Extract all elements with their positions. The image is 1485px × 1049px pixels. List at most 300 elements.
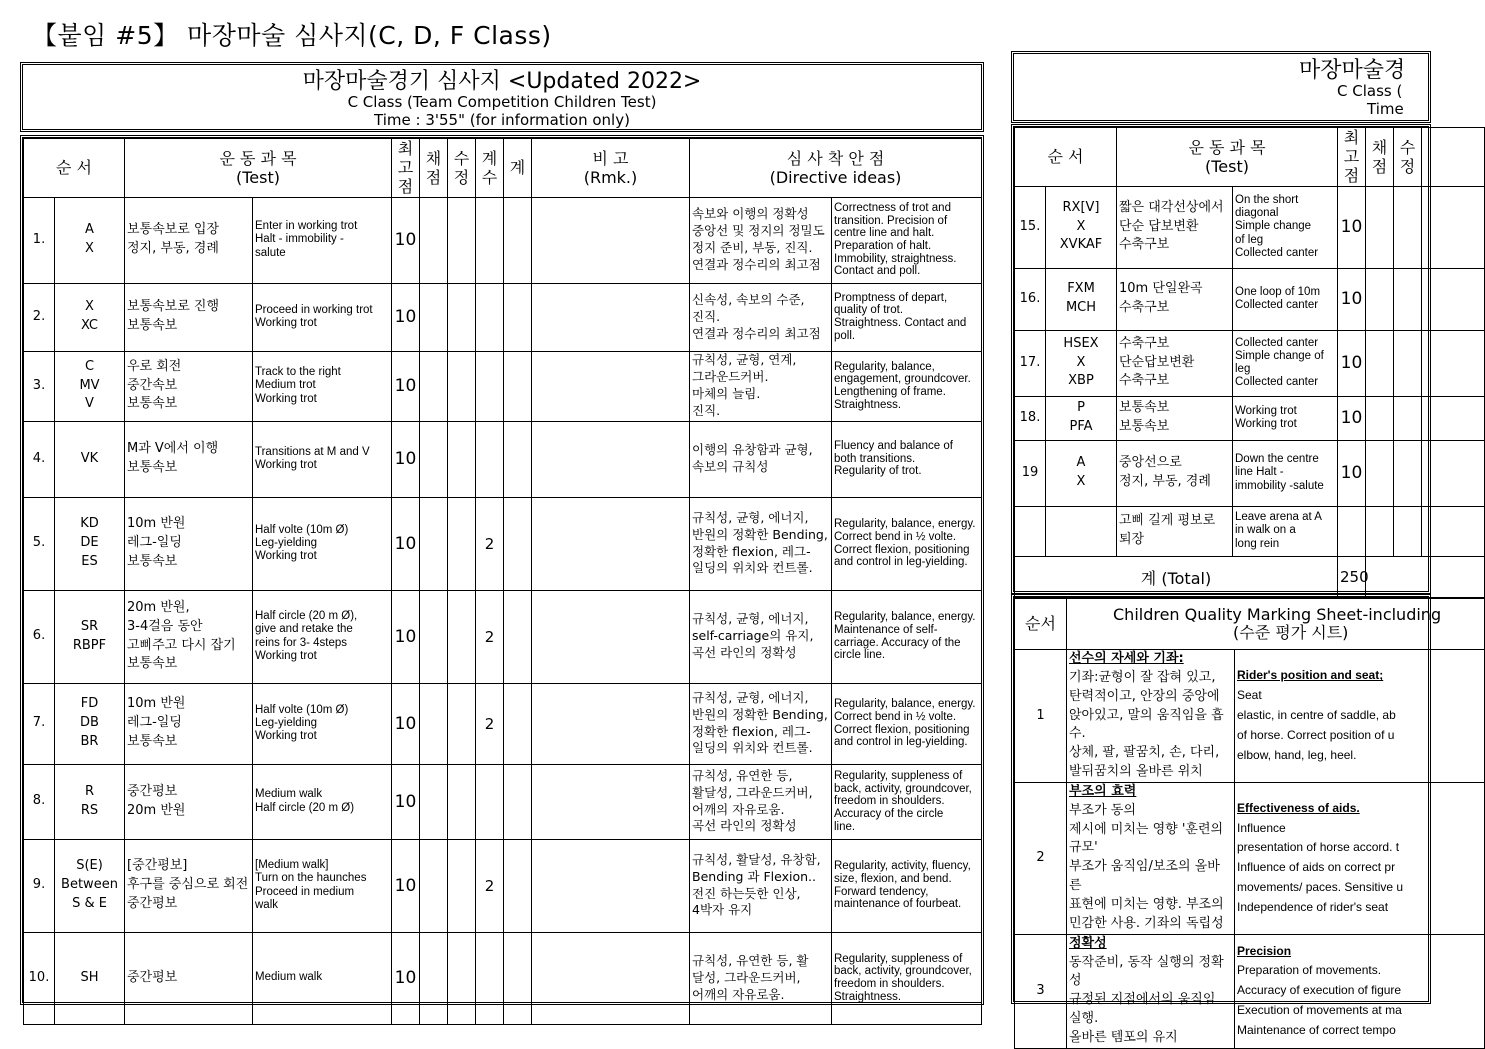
directive-ko [690,197,832,283]
test-line-ko: 3-4걸음 동안 [127,618,203,634]
test-line-en: Transitions at M and V [255,445,370,458]
correction-cell [448,197,476,283]
movement-test-ko [1117,268,1233,330]
test-line-en: Working trot [255,317,317,330]
test-line-en: immobility -salute [1235,479,1324,492]
max-score [1338,506,1366,556]
right-header-score [1366,128,1394,187]
directive-line-en: back, activity, groundcover, [834,965,972,978]
left-movement-row [24,764,982,839]
coefficient: 2 [476,839,504,932]
arena-letter: DE [80,535,99,551]
quality-line-ko: 상체, 팔, 팔꿈치, 손, 다리, [1069,745,1220,761]
test-line-en: long rein [1235,537,1280,550]
test-line-ko: 후구를 중심으로 회전 [127,877,249,893]
directive-line-ko: 어깨의 자유로움. [692,986,785,1002]
total-cell [504,197,532,283]
test-line-ko: 중앙선으로 [1119,455,1182,471]
remarks-cell [532,351,690,421]
movement-test-ko [125,197,253,283]
quality-title-en: Children Quality Marking Sheet-including [1113,604,1442,624]
quality-line-ko: 부조가 동의 [1069,802,1136,818]
test-line-ko: 수축구보 [1119,373,1170,389]
quality-line-en: Influence [1237,820,1286,835]
quality-head-ko: 정확성 [1069,935,1107,951]
max-score: 10 [392,590,420,683]
header-score-2: 점 [425,167,442,187]
test-line-ko: 보통속보 [1119,419,1170,435]
directive-line-ko: 곡선 라인의 정확성 [692,645,797,660]
test-line-en: Working trot [255,730,317,743]
directive-line-ko: 규칙성, 균형, 에너지, [692,509,809,525]
header-correct-1: 수 [453,148,470,168]
directive-line-en: Regularity of trot. [834,465,922,478]
test-line-ko: 보통속보로 진행 [127,299,220,315]
quality-line-ko: 규모' [1069,840,1098,856]
test-line-en: Half volte (10m Ø) [255,703,349,716]
correction-cell [1394,268,1422,330]
quality-head-en: Precision [1237,943,1292,958]
directive-line-en: Regularity, balance, energy. [834,518,976,531]
header-directive-en: (Directive ideas) [769,167,902,187]
directive-line-en: poll. [834,329,856,342]
test-line-en: Medium trot [255,379,316,392]
movement-test-ko [125,283,253,351]
arena-letter: X [1076,354,1086,370]
test-line-en: Leg-yielding [255,716,318,729]
directive-line-en: Straightness. [834,398,902,411]
max-score: 10 [392,932,420,1024]
directive-ko [690,839,832,932]
arena-letter: RX[V] [1062,199,1100,215]
correction-cell [448,764,476,839]
directive-line-en: Regularity, suppleness of [834,769,963,782]
quality-line-ko: 기좌:균형이 잘 잡혀 있고, [1069,669,1216,685]
arena-letter: RS [80,802,99,818]
movement-number: 7. [24,683,55,764]
test-line-ko: 20m 반원 [127,802,186,818]
total-cell [504,283,532,351]
arena-letter: Between [61,877,118,893]
quality-line-ko: 표현에 미치는 영향. 부조의 [1069,896,1224,912]
movement-test-en [253,351,392,421]
left-movement-row [24,590,982,683]
directive-line-ko: 활달성, 그라운드커버, [692,784,813,800]
left-score-table-frame [20,135,984,1005]
test-line-ko: 중간평보 [127,895,178,911]
directive-en [832,590,982,683]
arena-letter: X [1076,474,1086,490]
quality-line-en: of horse. Correct position of u [1237,727,1395,742]
quality-header-order: 순서 [1015,598,1067,650]
directive-line-en: Straightness. Contact and [834,317,967,330]
quality-number: 1 [1015,650,1067,783]
quality-sheet-table [1014,597,1485,1049]
movement-number [1015,506,1046,556]
arena-letter: VK [80,450,99,466]
correction-cell [1394,440,1422,506]
quality-desc-en [1235,782,1485,934]
max-score: 10 [1338,186,1366,268]
directive-line-en: size, flexion, and bend. [834,872,952,885]
directive-line-ko: 규칙성, 균형, 에너지, [692,689,809,705]
directive-line-ko: 정지 준비, 부동, 진직. [692,240,813,256]
right-header-score-2: 점 [1371,156,1388,176]
test-line-ko: 보통속보 [127,656,178,672]
test-line-ko: 정지, 부동, 경례 [127,241,219,257]
remarks-cell [532,197,690,283]
test-line-en: Half circle (20 m Ø) [255,801,355,814]
test-line-ko: 단순 답보변환 [1119,218,1199,234]
movement-test-en [253,683,392,764]
quality-line-ko: 민감한 사용. 기좌의 독립성 [1069,915,1224,931]
max-score: 10 [392,683,420,764]
max-score: 10 [392,839,420,932]
arena-letter: X [85,241,94,257]
test-line-en: Medium walk [255,971,323,984]
coefficient [476,421,504,497]
test-line-ko: 짧은 대각선상에서 [1119,199,1224,215]
correction-cell [1394,330,1422,396]
header-remarks-ko: 비 고 [592,148,629,168]
coefficient: 2 [476,683,504,764]
right-movement-row [1015,268,1485,330]
directive-line-en: Maintenance of self- [834,623,938,636]
directive-line-en: Lengthening of frame. [834,386,946,399]
movement-test-ko [125,590,253,683]
left-movement-row [24,932,982,1024]
directive-ko [690,421,832,497]
movement-letters [55,197,125,283]
test-line-en: line Halt - [1235,466,1284,479]
movement-test-ko [125,839,253,932]
max-score: 10 [1338,268,1366,330]
test-line-en: Collected canter [1235,336,1319,349]
max-score: 10 [392,421,420,497]
right-header-max-1: 최 [1343,128,1360,147]
quality-header-title [1067,598,1485,650]
directive-line-en: engagement, groundcover. [834,373,971,386]
correction-cell [448,590,476,683]
directive-line-ko: self-carriage의 유지, [692,628,814,644]
movement-number: 2. [24,283,55,351]
coefficient [476,197,504,283]
movement-test-ko [125,764,253,839]
directive-line-ko: 반원의 정확한 Bending, [692,706,828,722]
quality-title-ko: (수준 평가 시트) [1233,622,1349,642]
test-line-en: Working trot [255,459,317,472]
directive-line-ko: 그라운드커버. [692,369,769,385]
directive-en [832,421,982,497]
quality-sheet-frame [1011,594,1442,1045]
total-cell [504,590,532,683]
score-cell [420,421,448,497]
left-movement-row [24,197,982,283]
correction-cell [1394,186,1422,268]
movement-letters [55,764,125,839]
right-header-score-1: 채 [1371,137,1388,157]
directive-line-en: Preparation of halt. [834,240,932,253]
quality-line-ko: 실행. [1069,1011,1099,1027]
right-header-max [1338,128,1366,187]
movement-test-en [253,197,392,283]
remarks-cell [532,421,690,497]
right-header-correct-1: 수 [1399,137,1416,157]
directive-en [832,497,982,590]
header-test [125,139,392,198]
test-line-en: Working trot [255,550,317,563]
max-score: 10 [392,197,420,283]
directive-line-en: Regularity, suppleness of [834,952,963,965]
movement-letters [1046,186,1117,268]
right-total-value: 250 [1338,556,1366,598]
arena-letter: S(E) [76,858,103,874]
right-header-correct [1394,128,1422,187]
movement-letters [1046,268,1117,330]
test-line-en: Enter in working trot [255,220,358,233]
test-line-en: reins for 3- 4steps [255,636,348,649]
arena-letter: A [85,222,94,238]
max-score: 10 [392,764,420,839]
movement-test-ko [1117,506,1233,556]
extra-cell [1422,186,1485,268]
directive-ko [690,932,832,1024]
directive-line-en: back, activity, groundcover, [834,782,972,795]
directive-line-en: line. [834,820,856,833]
directive-line-en: quality of trot. [834,304,904,317]
quality-line-en: Execution of movements at ma [1237,1003,1402,1018]
right-movement-row [1015,330,1485,396]
arena-letter: MCH [1065,300,1097,316]
directive-line-en: Regularity, balance, energy. [834,611,976,624]
quality-line-en: presentation of horse accord. t [1237,840,1400,855]
right-title-time: Time [1367,99,1404,118]
left-movement-row [24,351,982,421]
correction-cell [448,839,476,932]
test-line-ko: 정지, 부동, 경례 [1119,474,1211,490]
header-max-1: 최 [397,139,414,158]
directive-en [832,683,982,764]
arena-letter: S & E [72,895,107,911]
remarks-cell [532,683,690,764]
arena-letter: FXM [1067,281,1095,297]
coefficient [476,283,504,351]
quality-line-en: elbow, hand, leg, heel. [1237,747,1357,762]
movement-number: 8. [24,764,55,839]
movement-letters [1046,330,1117,396]
test-line-ko: 보통속보로 입장 [127,222,220,238]
extra-cell [1422,268,1485,330]
directive-line-ko: 정확한 flexion, 레그- [692,543,811,559]
header-coef-1: 계 [481,148,498,168]
directive-line-ko: 진직. [692,308,721,324]
arena-letter: SR [80,618,99,634]
movement-letters [1046,440,1117,506]
movement-letters [1046,506,1117,556]
arena-letter: PFA [1069,419,1093,435]
extra-cell [1422,440,1485,506]
directive-en [832,839,982,932]
movement-test-en [1233,396,1338,440]
test-line-en: leg [1235,363,1251,376]
total-cell [504,764,532,839]
left-movement-row [24,497,982,590]
movement-test-ko [1117,440,1233,506]
right-header-extra [1422,128,1485,187]
movement-test-en [1233,330,1338,396]
directive-ko [690,683,832,764]
movement-test-en [253,764,392,839]
directive-line-ko: 연결과 정수리의 최고점 [692,256,821,272]
quality-head-en: Effectiveness of aids. [1237,800,1360,815]
extra-cell [1422,506,1485,556]
arena-letter: KD [80,516,99,532]
correction-cell [448,351,476,421]
movement-letters [55,351,125,421]
movement-letters [55,421,125,497]
movement-letters [55,283,125,351]
test-line-ko: M과 V에서 이행 [127,441,219,457]
right-title-sub: C Class ( [1337,82,1403,101]
movement-test-en [253,590,392,683]
directive-line-en: Promptness of depart, [834,291,948,304]
header-directive-ko: 심 사 착 안 점 [786,148,885,168]
test-line-ko: 중간속보 [127,377,178,393]
directive-line-en: transition. Precision of [834,214,948,227]
arena-letter: XC [80,318,99,334]
quality-line-en: movements/ paces. Sensitive u [1237,880,1404,895]
test-line-en: Turn on the haunches [255,872,367,885]
directive-line-ko: 일딩의 위치와 컨트롤. [692,740,813,756]
correction-cell [448,683,476,764]
quality-line-en: Preparation of movements. [1237,963,1382,978]
directive-line-ko: 정확한 flexion, 레그- [692,723,811,739]
movement-number: 3. [24,351,55,421]
score-cell [420,197,448,283]
score-cell [1366,506,1394,556]
quality-number: 3 [1015,934,1067,1048]
left-movement-row [24,421,982,497]
header-max-3: 점 [397,177,414,197]
quality-line-en: Maintenance of correct tempo [1237,1022,1396,1037]
directive-line-ko: 신속성, 속보의 수준, [692,291,805,307]
test-line-en: Proceed in medium [255,885,355,898]
max-score: 10 [392,497,420,590]
right-header-test [1117,128,1338,187]
test-line-ko: 고삐주고 다시 잡기 [127,637,236,653]
right-total-empty [1366,556,1485,598]
directive-line-en: carriage. Accuracy of the [834,636,961,649]
directive-line-en: Immobility, straightness. [834,252,957,265]
total-cell [504,497,532,590]
test-line-ko: 레그-일딩 [127,535,182,551]
arena-letter: ES [81,553,98,569]
test-line-ko: 수축구보 [1119,300,1170,316]
right-header-correct-2: 정 [1399,156,1416,176]
total-cell [504,351,532,421]
quality-item-row [1015,934,1485,1048]
coefficient [476,932,504,1024]
total-cell [504,421,532,497]
directive-line-ko: 곡선 라인의 정확성 [692,818,797,834]
directive-ko [690,590,832,683]
right-total-row [1015,556,1485,598]
test-line-ko: 10m 단일완곡 [1119,281,1203,297]
header-test-en: (Test) [236,167,280,187]
movement-number: 9. [24,839,55,932]
total-cell [504,932,532,1024]
arena-letter: V [85,396,94,412]
correction-cell [448,497,476,590]
test-line-en: On the short [1235,194,1299,207]
quality-head-en: Rider's position and seat; [1237,668,1384,683]
test-line-en: Working trot [1235,404,1297,417]
directive-line-en: Regularity, balance, [834,360,935,373]
arena-letter: XBP [1068,373,1094,389]
test-line-en: Collected canter [1235,376,1319,389]
directive-line-ko: 어깨의 자유로움. [692,801,785,817]
score-cell [1366,440,1394,506]
movement-test-en [1233,440,1338,506]
test-line-en: give and retake the [255,623,353,636]
quality-line-ko: 규정된 지점에서의 움직임 [1069,992,1216,1008]
arena-letter: DB [80,715,99,731]
test-line-en: in walk on a [1235,524,1296,537]
right-total-label: 계 (Total) [1015,556,1338,598]
test-line-en: walk [255,898,279,911]
movement-number: 1. [24,197,55,283]
max-score: 10 [1338,440,1366,506]
right-movement-row [1015,440,1485,506]
quality-desc-ko [1067,650,1235,783]
arena-letter: X [1076,218,1086,234]
coefficient [476,764,504,839]
directive-line-ko: 이행의 유창함과 균형, [692,442,813,458]
quality-item-row [1015,650,1485,783]
extra-cell [1422,396,1485,440]
test-line-en: Collected canter [1235,246,1319,259]
quality-line-en: Influence of aids on correct pr [1237,860,1396,875]
directive-line-ko: 속보와 이행의 정확성 [692,206,809,222]
right-movement-row [1015,396,1485,440]
test-line-ko: 보통속보 [127,733,178,749]
directive-line-en: Correctness of trot and [834,202,951,215]
test-line-en: diagonal [1235,207,1279,220]
directive-ko [690,351,832,421]
score-cell [420,590,448,683]
movement-test-en [253,839,392,932]
score-cell [1366,268,1394,330]
arena-letter: A [1076,455,1086,471]
quality-line-ko: 발뒤꿈치의 올바른 위치 [1069,764,1203,780]
page-heading: 【붙임 #5】 마장마술 심사지(C, D, F Class) [32,21,552,50]
header-remarks [532,139,690,198]
quality-head-ko: 부조의 효력 [1069,783,1137,799]
header-coef [476,139,504,198]
test-line-en: Working trot [255,649,317,662]
movement-letters [55,839,125,932]
test-line-en: Simple change of [1235,349,1324,362]
directive-ko [690,283,832,351]
right-header-test-en: (Test) [1205,156,1249,176]
directive-line-en: Accuracy of the circle [834,807,944,820]
coefficient: 2 [476,497,504,590]
header-total: 계 [504,139,532,198]
right-header-max-2: 고 [1343,147,1360,167]
left-movement-row [24,283,982,351]
directive-line-ko: 반원의 정확한 Bending, [692,526,828,542]
movement-test-ko [1117,396,1233,440]
